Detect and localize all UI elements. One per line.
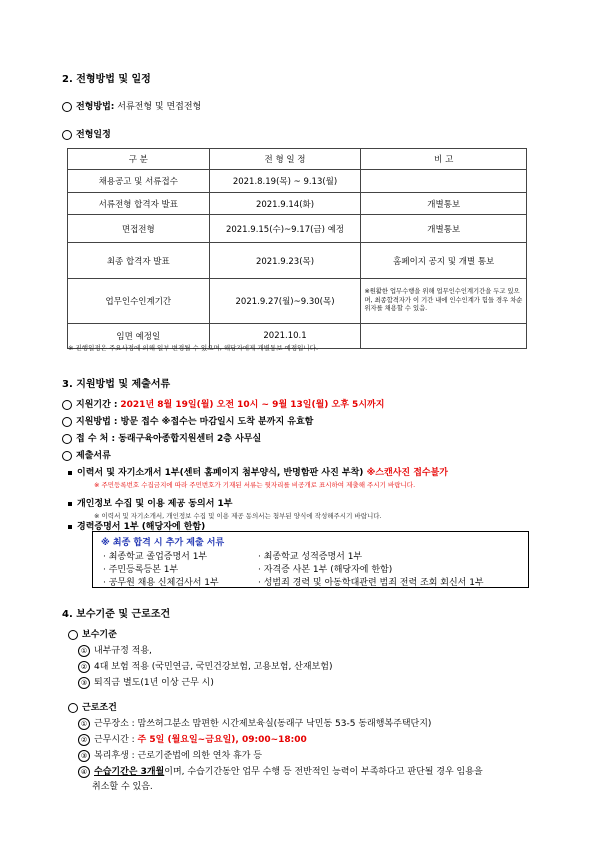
table-cell: 면접전형 bbox=[68, 215, 210, 243]
table-cell: 업무인수인계기간 bbox=[68, 279, 210, 324]
pay-label: 보수기준 bbox=[82, 630, 117, 640]
doc-2-note: ※ 이력서 및 자기소개서, 개인정보 수집 및 이용 제공 동의서는 첨부된 양식에 작성해주시기 바랍니다. bbox=[94, 512, 382, 520]
work-item: ① 근무장소 : 맘쓰허그분소 맘편한 시간제보육실(동래구 낙민동 53-5 동래행복주택단지) bbox=[78, 716, 431, 730]
table-header-row bbox=[68, 149, 527, 170]
doc-2-main: 개인정보 수집 및 이용 제공 동의서 1부 bbox=[77, 499, 233, 509]
pay-line bbox=[68, 627, 117, 640]
work-item-cont: 취소할 수 있음. bbox=[92, 782, 153, 792]
circle-bullet-icon bbox=[62, 102, 72, 112]
doc-1-red: ※스캔사진 접수불가 bbox=[366, 468, 448, 478]
box-item: · 최종학교 성적증명서 1부 bbox=[258, 552, 363, 562]
section-4-heading: 4. 보수기준 및 근로조건 bbox=[62, 609, 171, 620]
section-3-heading: 3. 지원방법 및 제출서류 bbox=[62, 379, 171, 390]
box-item: · 공무원 채용 신체검사서 1부 bbox=[103, 578, 219, 588]
circle-bullet-icon bbox=[62, 417, 72, 427]
doc-2 bbox=[68, 496, 232, 509]
table-header: 전 형 일 정 bbox=[209, 149, 361, 170]
work-line bbox=[68, 700, 117, 713]
apply-label: 지원방법 : 방문 접수 ※접수는 마감일시 도착 분까지 유효함 bbox=[76, 417, 314, 427]
place-label: 접 수 처 : 동래구육아종합지원센터 2층 사무실 bbox=[76, 434, 262, 444]
table-cell: 2021.9.27(월)~9.30(목) bbox=[209, 279, 361, 324]
schedule-line bbox=[62, 127, 111, 140]
table-cell: 임면 예정일 bbox=[68, 324, 210, 349]
table-cell: 2021.9.23(목) bbox=[209, 243, 361, 279]
method-line bbox=[62, 99, 201, 112]
doc-1-note: ※ 주민등록번호 수집금지에 따라 주민번호가 기재된 서류는 뒷자리를 비공개로 표시하여 제출해 주시기 바랍니다. bbox=[94, 481, 416, 489]
period-line bbox=[62, 397, 384, 410]
work-item: ④ 수습기간은 3개월이며, 수습기간동안 업무 수행 등 전반적인 능력이 부족하다고 판단될 경우 임용을 bbox=[78, 764, 483, 778]
table-cell: 최종 합격자 발표 bbox=[68, 243, 210, 279]
apply-line bbox=[62, 414, 313, 427]
table-cell: 개별통보 bbox=[361, 193, 527, 215]
table-cell: 서류전형 합격자 발표 bbox=[68, 193, 210, 215]
circle-bullet-icon bbox=[68, 703, 78, 713]
pay-item: ② 4대 보험 적용 (국민연금, 국민건강보험, 고용보험, 산재보험) bbox=[78, 659, 332, 673]
docs-line bbox=[62, 448, 111, 461]
table-cell: 2021.9.15(수)~9.17(금) 예정 bbox=[209, 215, 361, 243]
table-header: 비 고 bbox=[361, 149, 527, 170]
period-label: 지원기간 : bbox=[76, 400, 118, 410]
table-row bbox=[68, 215, 527, 243]
doc-1 bbox=[68, 465, 448, 478]
table-cell: 개별통보 bbox=[361, 215, 527, 243]
work-item: ② 근무시간 : 주 5일 (월요일~금요일), 09:00~18:00 bbox=[78, 732, 307, 746]
docs-label: 제출서류 bbox=[76, 451, 111, 461]
circle-bullet-icon bbox=[68, 630, 78, 640]
box-item: · 주민등록등본 1부 bbox=[103, 565, 179, 575]
table-row bbox=[68, 170, 527, 193]
square-bullet-icon bbox=[68, 471, 72, 475]
table-row bbox=[68, 193, 527, 215]
pay-item: ① 내부규정 적용, bbox=[78, 643, 152, 657]
place-line bbox=[62, 431, 261, 444]
table-cell: 홈페이지 공지 및 개별 통보 bbox=[361, 243, 527, 279]
square-bullet-icon bbox=[68, 502, 72, 506]
doc-3-main: 경력증명서 1부 (해당자에 한함) bbox=[77, 522, 206, 532]
schedule-label: 전형일정 bbox=[76, 130, 111, 140]
section-2-heading: 2. 전형방법 및 일정 bbox=[62, 74, 151, 85]
table-header: 구 분 bbox=[68, 149, 210, 170]
table-cell-note: ※원활한 업무수행을 위해 업무인수인계기간을 두고 있으며, 최종합격자가 이 기간 내에 인수인계가 힘들 경우 차순위자를 채용할 수 있음. bbox=[361, 279, 527, 324]
table-row bbox=[68, 279, 527, 324]
box-item: · 최종학교 졸업증명서 1부 bbox=[103, 552, 208, 562]
period-value: 2021년 8월 19일(월) 오전 10시 ~ 9월 13일(월) 오후 5시까지 bbox=[120, 400, 385, 410]
box-item: · 자격증 사본 1부 (해당자에 한함) bbox=[258, 565, 393, 575]
circle-bullet-icon bbox=[62, 400, 72, 410]
work-item: ③ 복리후생 : 근로기준법에 의한 연차 휴가 등 bbox=[78, 748, 262, 762]
table-cell bbox=[361, 324, 527, 349]
table-cell bbox=[361, 170, 527, 193]
table-cell: 채용공고 및 서류접수 bbox=[68, 170, 210, 193]
additional-docs-box bbox=[92, 531, 529, 588]
circle-bullet-icon bbox=[62, 434, 72, 444]
method-label: 전형방법: bbox=[76, 102, 115, 112]
table-cell: 2021.10.1 bbox=[209, 324, 361, 349]
method-value: 서류전형 및 면접전형 bbox=[117, 102, 202, 112]
table-cell: 2021.8.19(목) ~ 9.13(월) bbox=[209, 170, 361, 193]
box-title: ※ 최종 합격 시 추가 제출 서류 bbox=[101, 538, 225, 548]
table-cell: 2021.9.14(화) bbox=[209, 193, 361, 215]
schedule-note: ※ 진행일정은 주요사정에 의해 일부 변경될 수 있으며, 해당자에게 개별통보 예정입니다. bbox=[68, 344, 319, 352]
box-item: · 성범죄 경력 및 아동학대관련 범죄 전력 조회 회신서 1부 bbox=[258, 578, 484, 588]
doc-1-main: 이력서 및 자기소개서 1부(센터 홈페이지 첨부양식, 반명함판 사진 부착) bbox=[77, 468, 364, 478]
circle-bullet-icon bbox=[62, 451, 72, 461]
work-label: 근로조건 bbox=[82, 703, 117, 713]
table-row bbox=[68, 243, 527, 279]
circle-bullet-icon bbox=[62, 130, 72, 140]
schedule-table bbox=[67, 148, 527, 349]
pay-item: ③ 퇴직금 별도(1년 이상 근무 시) bbox=[78, 675, 214, 689]
square-bullet-icon bbox=[68, 525, 72, 529]
